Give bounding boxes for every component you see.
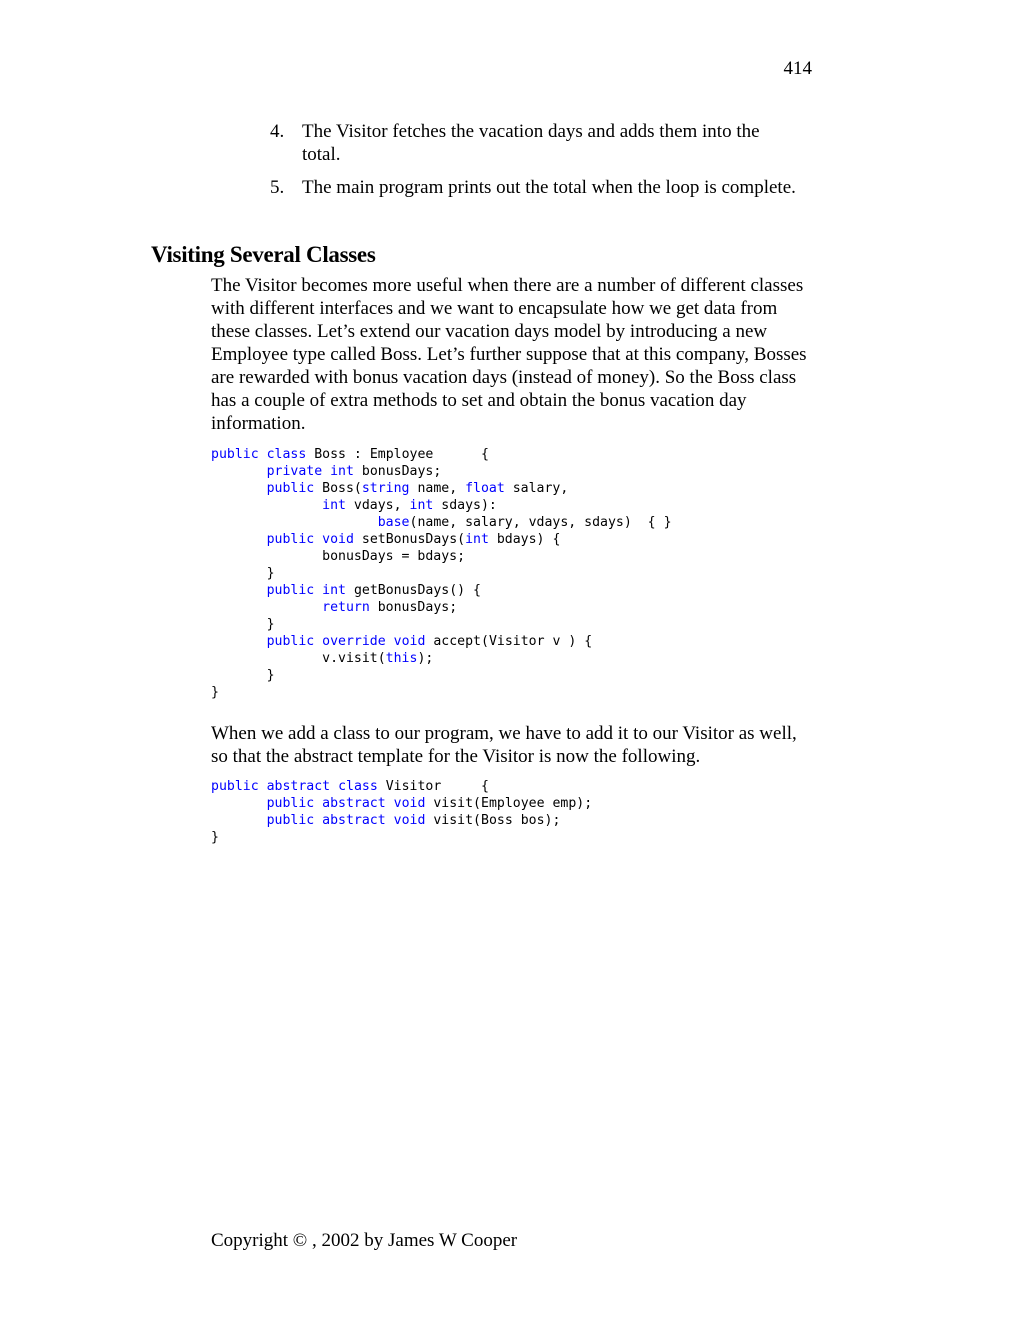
code-line (211, 498, 497, 513)
code-text: name, (409, 481, 466, 496)
code-keyword: int (465, 532, 489, 547)
code-keyword: public (266, 532, 315, 547)
code-text (211, 481, 267, 496)
list-item (270, 176, 830, 199)
code-text: v.visit( (211, 651, 386, 666)
code-text (314, 583, 322, 598)
code-line (211, 779, 489, 794)
code-keyword: return (322, 600, 370, 615)
code-text (386, 634, 394, 649)
code-text (211, 532, 267, 547)
code-line (211, 566, 275, 581)
code-line (211, 515, 672, 530)
code-text: bonusDays; (369, 600, 458, 615)
code-line (211, 464, 441, 479)
code-text (314, 532, 322, 547)
code-text: } (211, 617, 275, 632)
code-text (259, 447, 267, 462)
code-text: visit(Employee emp); (425, 796, 593, 811)
code-line (211, 447, 489, 462)
code-text: getBonusDays() { (346, 583, 481, 598)
code-line (211, 668, 275, 683)
code-line (211, 813, 560, 828)
code-text: } (211, 668, 275, 683)
code-text: Boss : Employee { (306, 447, 489, 462)
code-line (211, 617, 275, 632)
code-text (211, 600, 322, 615)
code-line (211, 651, 433, 666)
code-text: ); (417, 651, 434, 666)
code-block-visitor-class (211, 778, 592, 846)
code-text: } (211, 685, 219, 700)
code-keyword: public (211, 779, 259, 794)
code-keyword: int (330, 464, 354, 479)
code-keyword: void (322, 532, 354, 547)
code-text (259, 779, 267, 794)
code-line (211, 830, 219, 845)
code-keyword: abstract (266, 779, 331, 794)
body-paragraph: The Visitor becomes more useful when there are a number of different classes with different interfaces and we want to encapsulate how we get data from these classes. Let’s extend our vacation days model by introducing a new Employee type called Boss. Let’s further suppose that at this company, Bosses are rewarded with bonus vacation days (instead of money). So the Boss class has a couple of extra methods to set and obtain the bonus vacation day information. (211, 275, 807, 434)
code-line (211, 583, 481, 598)
code-keyword: public (266, 796, 315, 811)
code-text (211, 813, 267, 828)
code-keyword: public (266, 583, 315, 598)
code-text (314, 796, 322, 811)
code-text: setBonusDays( (353, 532, 466, 547)
body-paragraph: When we add a class to our program, we have to add it to our Visitor as well, so that the abstract template for the Visitor is now the following. (211, 723, 797, 767)
code-block-boss-class (211, 446, 672, 701)
code-line (211, 600, 457, 615)
code-text (330, 779, 338, 794)
code-keyword: string (361, 481, 410, 496)
code-keyword: void (393, 813, 426, 828)
code-keyword: class (338, 779, 378, 794)
list-item-text: The main program prints out the total when the loop is complete. (302, 177, 796, 198)
code-line (211, 634, 592, 649)
list-item-number: 4. (270, 121, 285, 142)
code-text (386, 796, 394, 811)
code-keyword: void (393, 634, 426, 649)
code-keyword: private (266, 464, 323, 479)
code-keyword: void (393, 796, 426, 811)
code-keyword: public (266, 813, 315, 828)
code-text: Visitor { (377, 779, 489, 794)
code-keyword: class (266, 447, 307, 462)
code-line (211, 685, 219, 700)
list-item-number: 5. (270, 177, 285, 198)
code-text (386, 813, 394, 828)
code-text (211, 796, 267, 811)
list-item-text: The Visitor fetches the vacation days and adds them into the total. (302, 121, 760, 165)
code-keyword: public (266, 481, 315, 496)
code-text (211, 464, 267, 479)
section-heading: Visiting Several Classes (151, 242, 376, 267)
code-keyword: int (322, 498, 346, 513)
code-keyword: int (409, 498, 434, 513)
code-text: bonusDays; (353, 464, 442, 479)
code-text: (name, salary, vdays, sdays) { } (409, 515, 672, 530)
code-keyword: public (266, 634, 315, 649)
code-text: bdays) { (488, 532, 561, 547)
code-text: salary, (504, 481, 569, 496)
code-keyword: float (465, 481, 505, 496)
code-line (211, 481, 568, 496)
code-line (211, 532, 560, 547)
code-text: vdays, (345, 498, 410, 513)
code-keyword: public (211, 447, 259, 462)
code-line (211, 549, 465, 564)
code-text (211, 515, 378, 530)
code-text: } (211, 566, 275, 581)
code-text (314, 813, 322, 828)
code-text (211, 498, 322, 513)
code-text: accept(Visitor v ) { (425, 634, 593, 649)
code-keyword: override (322, 634, 386, 649)
code-text (211, 634, 267, 649)
code-keyword: base (377, 515, 410, 530)
code-text: } (211, 830, 219, 845)
code-keyword: this (385, 651, 418, 666)
code-keyword: abstract (322, 813, 386, 828)
code-keyword: int (322, 583, 346, 598)
code-text: sdays): (433, 498, 497, 513)
code-text (322, 464, 330, 479)
code-text: bonusDays = bdays; (211, 549, 466, 564)
copyright-footer: Copyright © , 2002 by James W Cooper (211, 1230, 518, 1251)
code-text (211, 583, 267, 598)
code-text: visit(Boss bos); (425, 813, 561, 828)
list-item (270, 120, 830, 166)
page-number: 414 (783, 58, 812, 79)
code-line (211, 796, 592, 811)
code-text: Boss( (314, 481, 362, 496)
code-text (314, 634, 322, 649)
code-keyword: abstract (322, 796, 386, 811)
steps-list (270, 120, 830, 209)
